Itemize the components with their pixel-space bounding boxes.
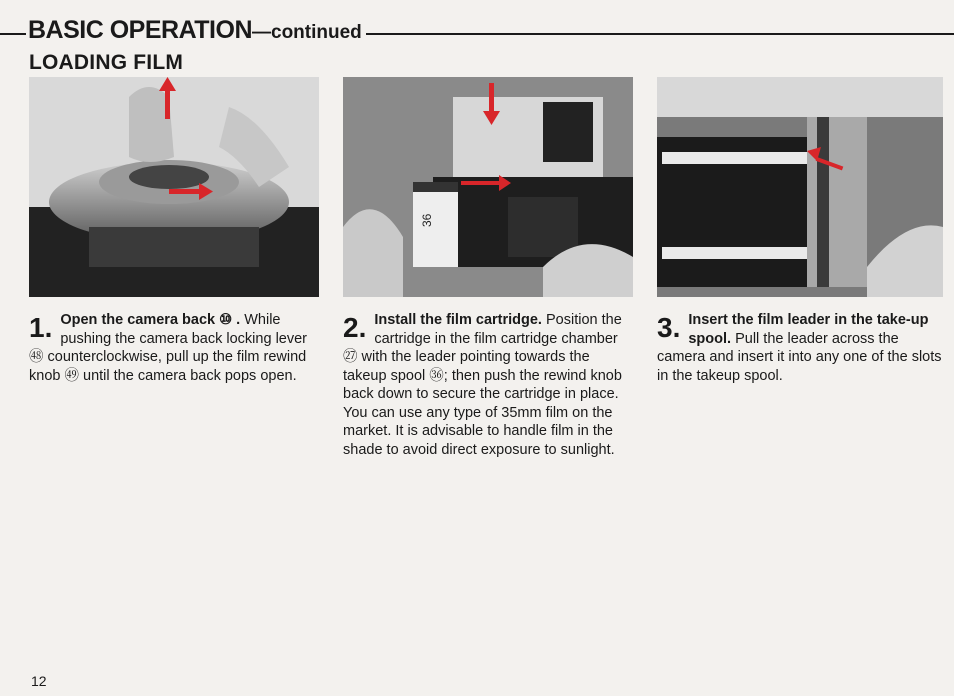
step-body: Position the cartridge in the film cartridge chamber ㉗ with the leader pointing towards the takeup spool ㊱; then push the rewind knob back down to secure the cartridge in place. You can use any type of 35mm film on the market. It is advisable to handle film in the shade to avoid direct exposure to sunlight. bbox=[343, 312, 622, 458]
camera-back-photo bbox=[29, 77, 319, 297]
step-number: 3. bbox=[657, 312, 681, 343]
film-cartridge-photo bbox=[343, 77, 633, 297]
cartridge-label: 36 bbox=[420, 213, 434, 227]
page-number: 12 bbox=[31, 673, 47, 689]
step-heading: Insert the film leader in the take-up spool. bbox=[688, 312, 929, 347]
step-3 bbox=[657, 311, 944, 385]
step-2 bbox=[343, 311, 635, 459]
step-heading: Install the film cartridge. bbox=[374, 312, 542, 328]
step-heading: Open the camera back ⑩ . bbox=[60, 312, 241, 328]
takeup-spool-photo bbox=[657, 77, 943, 297]
step-body: While pushing the camera back locking lever ㊽ counterclockwise, pull up the film rewind knob ㊾ until the camera back pops open. bbox=[29, 312, 307, 384]
step-number: 1. bbox=[29, 312, 53, 343]
curved-arrow-icon bbox=[461, 181, 501, 185]
step-number: 2. bbox=[343, 312, 367, 343]
step-body: Pull the leader across the camera and insert it into any one of the slots in the takeup spool. bbox=[657, 330, 942, 384]
header-title-main: BASIC OPERATION bbox=[28, 16, 252, 44]
header-title-suffix: —continued bbox=[252, 22, 362, 43]
section-title: LOADING FILM bbox=[29, 51, 184, 74]
step-1 bbox=[29, 311, 321, 385]
page-header bbox=[26, 16, 366, 45]
right-arrow-icon bbox=[169, 189, 201, 194]
